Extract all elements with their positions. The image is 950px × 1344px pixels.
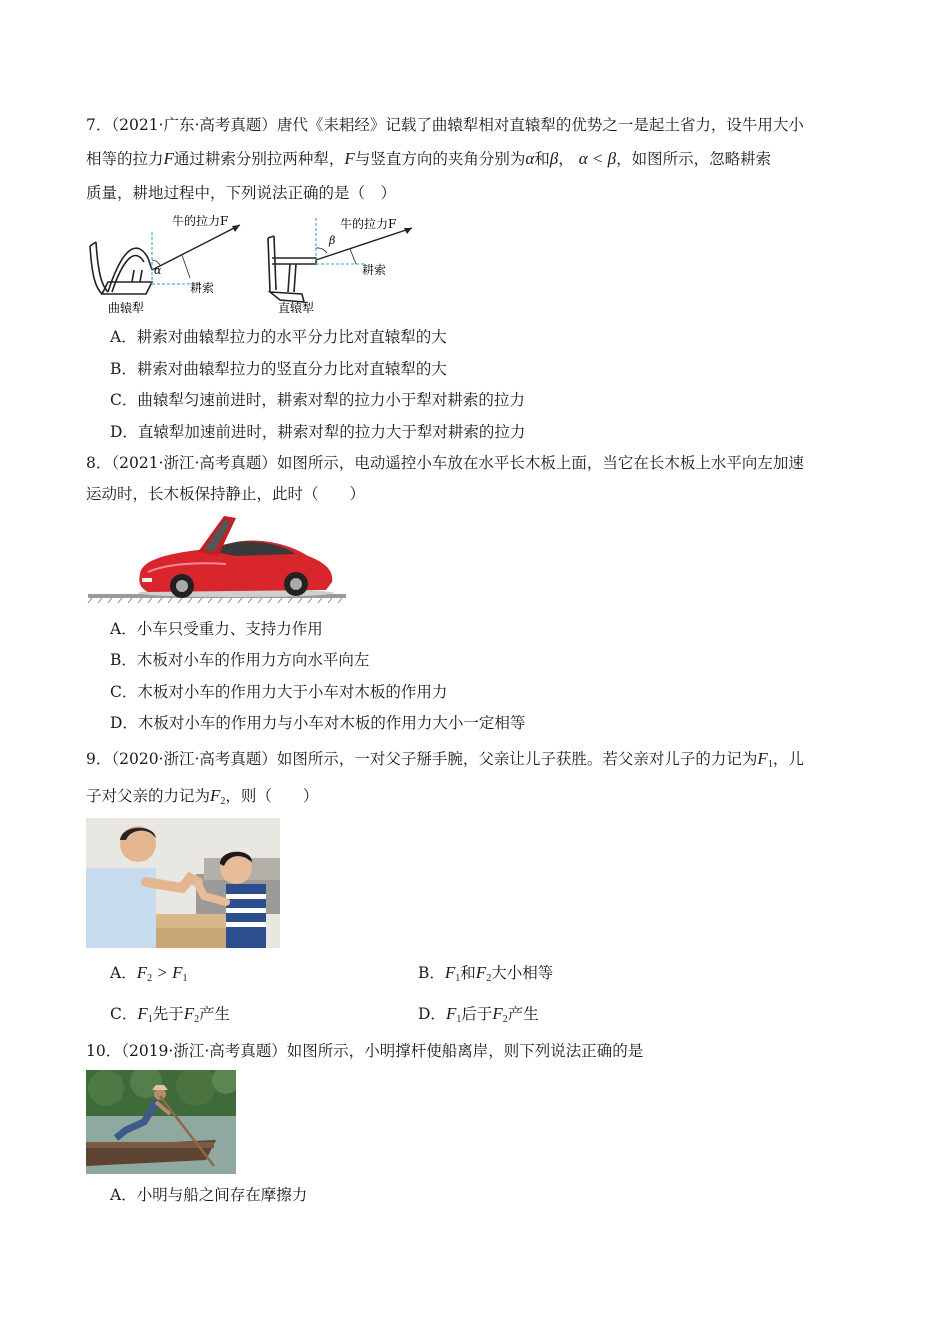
q7-line-2: 相等的拉力F通过耕索分别拉两种犁，F与竖直方向的夹角分别为α和β， α < β，如图所示，忽略耕索: [86, 149, 772, 168]
q9-arm-wrestling-image: [86, 818, 280, 948]
q9-option-b[interactable]: B．$F_1$和$F_2$大小相等: [418, 963, 554, 984]
q8-line-2: 运动时，长木板保持静止，此时（ ）: [86, 485, 366, 503]
q7-option-d[interactable]: D．直辕犁加速前进时，耕索对犁的拉力大于犁对耕索的拉力: [110, 423, 526, 441]
left-rope-label: 耕索: [190, 281, 215, 295]
left-force-label: 牛的拉力F: [172, 214, 229, 228]
left-force-line: [152, 225, 240, 270]
q7-option-a[interactable]: A．耕索对曲辕犁拉力的水平分力比对直辕犁的大: [110, 328, 447, 346]
q9-line-2: 子对父亲的力记为$F_2$，则（ ）: [86, 786, 319, 807]
q8-option-b[interactable]: B．木板对小车的作用力方向水平向左: [110, 651, 370, 669]
q8-line-1: 8．（2021·浙江·高考真题）如图所示，电动遥控小车放在水平长木板上面，当它在长木板上水平向左加速: [86, 454, 804, 472]
q8-option-d[interactable]: D．木板对小车的作用力与小车对木板的作用力大小一定相等: [110, 714, 526, 732]
q7-option-c[interactable]: C．曲辕犁匀速前进时，耕索对犁的拉力小于犁对耕索的拉力: [110, 391, 525, 409]
right-rope-label: 耕索: [362, 263, 387, 277]
alpha-label: α: [154, 264, 162, 277]
q9-line-1: 9．（2020·浙江·高考真题）如图所示，一对父子掰手腕，父亲让儿子获胜。若父亲对儿子的力记为$F_1$，儿: [86, 749, 804, 770]
beta-label: β: [329, 234, 336, 247]
left-plow-label: 曲辕犁: [108, 301, 145, 315]
q9-option-d[interactable]: D．$F_1$后于$F_2$产生: [418, 1004, 539, 1025]
q9-option-a[interactable]: A．$F_2 > F_1$: [110, 963, 188, 984]
straight-plow-drawing: [268, 236, 316, 302]
q8-option-c[interactable]: C．木板对小车的作用力大于小车对木板的作用力: [110, 683, 448, 701]
q9-option-c[interactable]: C．$F_1$先于$F_2$产生: [110, 1004, 231, 1025]
q7-line-3: 质量，耕地过程中，下列说法正确的是（ ）: [86, 184, 397, 202]
right-plow-label: 直辕犁: [278, 301, 315, 315]
q10-line-1: 10．（2019·浙江·高考真题）如图所示，小明撑杆使船离岸，则下列说法正确的是: [86, 1042, 644, 1060]
q7-option-b[interactable]: B．耕索对曲辕犁拉力的竖直分力比对直辕犁的大: [110, 360, 447, 378]
q10-option-a[interactable]: A．小明与船之间存在摩擦力: [110, 1186, 308, 1204]
q8-toy-car-image: [86, 512, 348, 604]
q7-plow-figure: [82, 208, 422, 318]
q7-line-1: 7．（2021·广东·高考真题）唐代《耒耜经》记载了曲辕犁相对直辕犁的优势之一是起土省力，设牛用大小: [86, 116, 804, 134]
q8-option-a[interactable]: A．小车只受重力、支持力作用: [110, 620, 323, 638]
right-force-label: 牛的拉力F: [340, 217, 397, 231]
q10-boat-pole-image: [86, 1070, 236, 1174]
curved-plow-drawing: [90, 242, 152, 294]
